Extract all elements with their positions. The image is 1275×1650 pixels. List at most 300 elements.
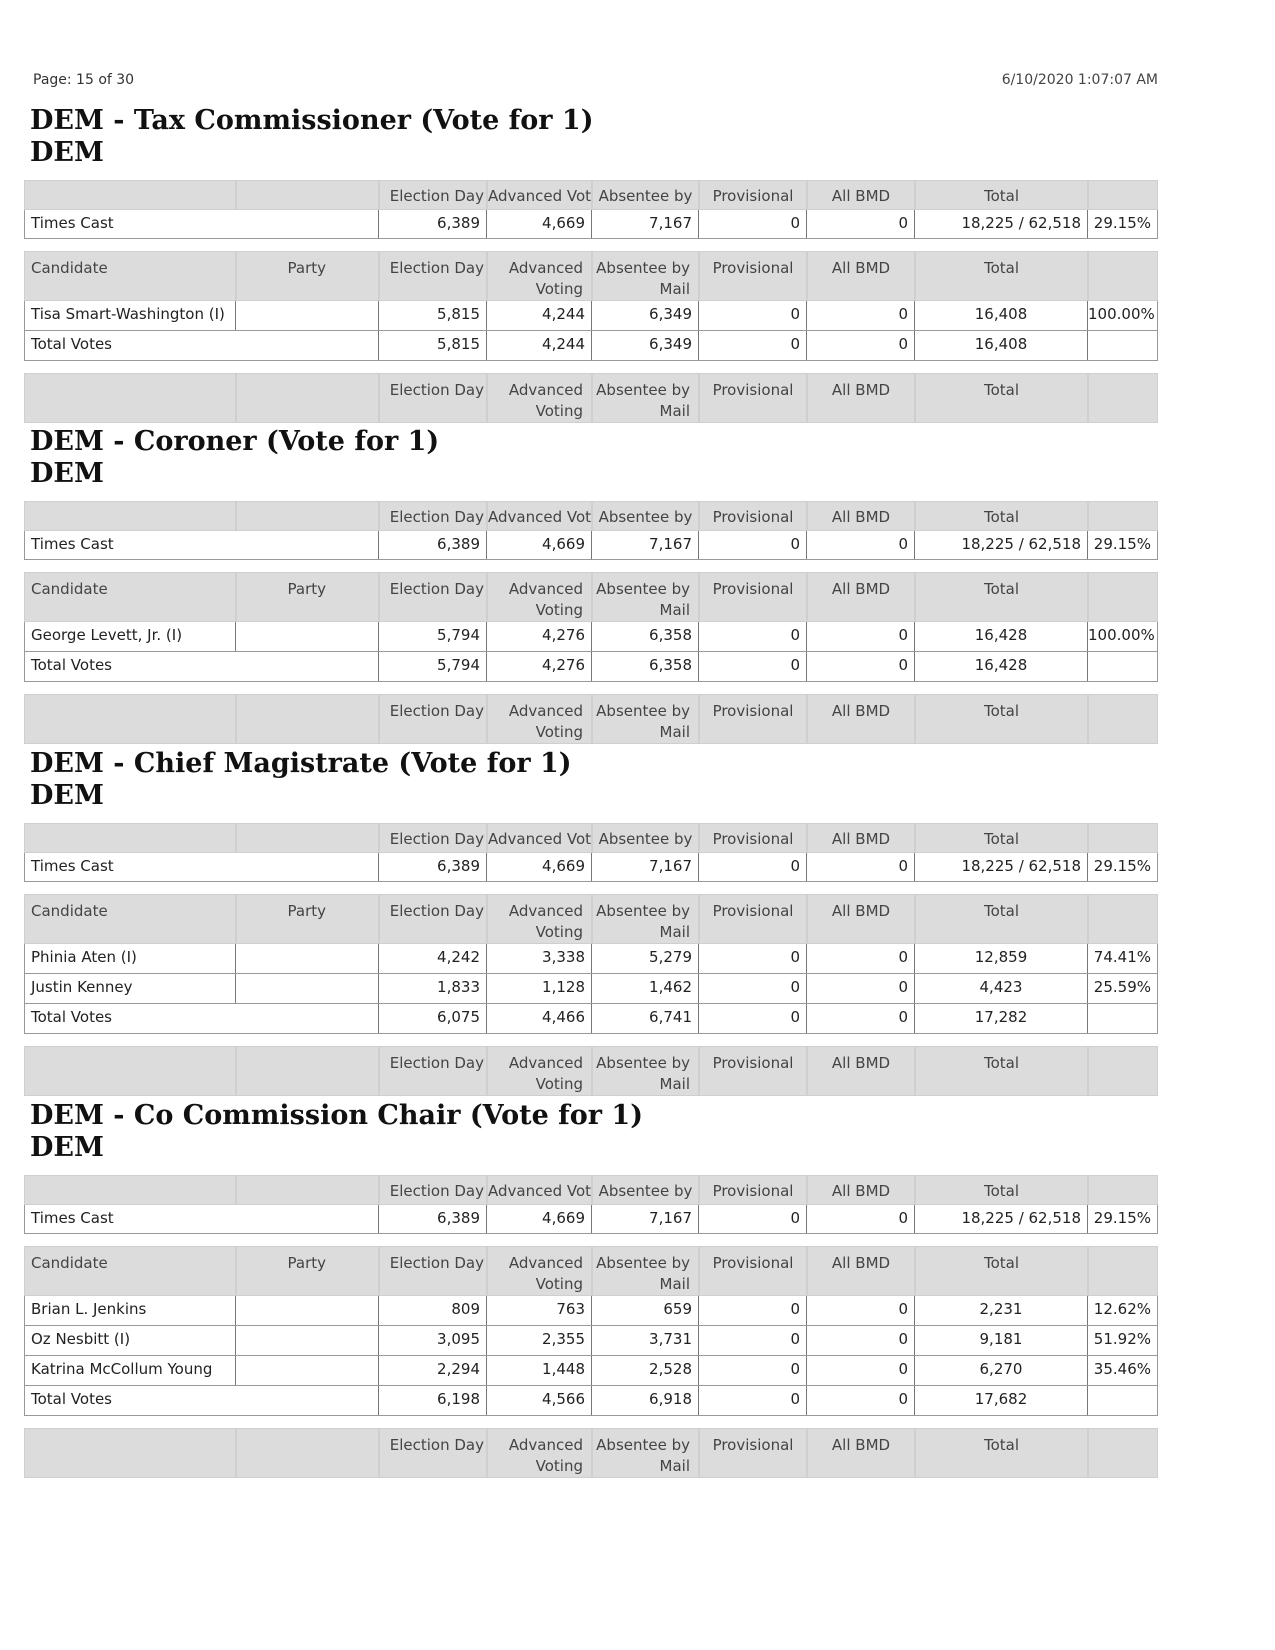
candidate-party (236, 1296, 379, 1325)
candidate-percent: 51.92% (1088, 1326, 1158, 1355)
times-cast-advanced: 4,669 (487, 1205, 592, 1233)
cand-header-prov: Provisional (699, 894, 807, 944)
cand-header-party: Party (236, 251, 379, 301)
mail-label: Mail (659, 601, 690, 619)
tc-header-party (236, 823, 379, 853)
tc-header-party (236, 501, 379, 531)
advanced-label: Advanced (508, 1254, 583, 1272)
cand-header-ed: Election Day (379, 251, 487, 301)
tc-header-abs: Absentee by (592, 501, 699, 531)
advanced-label: Advanced (508, 381, 583, 399)
footer-header-prov: Provisional (699, 1428, 807, 1478)
race-section (24, 748, 1158, 1096)
spacer (24, 560, 1158, 572)
cand-header-total: Total (915, 894, 1088, 944)
times-cast-provisional: 0 (699, 1205, 807, 1233)
cand-header-abs (592, 1246, 699, 1296)
total-votes-percent (1088, 652, 1158, 681)
footer-header-name (24, 694, 236, 744)
cand-header-bmd: All BMD (807, 251, 915, 301)
advanced-label: Advanced (508, 1436, 583, 1454)
candidate-row (24, 1326, 1158, 1356)
candidate-all-bmd: 0 (807, 1326, 915, 1355)
cand-header-adv (487, 572, 592, 622)
cand-header-ed: Election Day (379, 894, 487, 944)
times-cast-election-day: 6,389 (379, 531, 487, 559)
candidate-all-bmd: 0 (807, 622, 915, 651)
candidate-name: Justin Kenney (24, 974, 236, 1003)
tc-header-party (236, 180, 379, 210)
voting-label: Voting (535, 923, 583, 941)
race-title (24, 748, 1158, 812)
times-cast-election-day: 6,389 (379, 210, 487, 238)
cand-header-ed: Election Day (379, 572, 487, 622)
times-cast-percent: 29.15% (1088, 210, 1158, 238)
total-votes-total: 16,428 (915, 652, 1088, 681)
candidate-all-bmd: 0 (807, 1296, 915, 1325)
absentee-by-label: Absentee by (596, 1254, 690, 1272)
total-votes-provisional: 0 (699, 652, 807, 681)
total-votes-row (24, 652, 1158, 682)
candidate-all-bmd: 0 (807, 944, 915, 973)
voting-label: Voting (535, 1075, 583, 1093)
candidate-name: Tisa Smart-Washington (I) (24, 301, 236, 330)
candidate-total: 2,231 (915, 1296, 1088, 1325)
total-votes-election-day: 6,075 (379, 1004, 487, 1033)
tc-header-abs: Absentee by (592, 1175, 699, 1205)
candidate-percent: 74.41% (1088, 944, 1158, 973)
footer-header-ed: Election Day (379, 1428, 487, 1478)
total-votes-percent (1088, 1004, 1158, 1033)
tc-header-adv: Advanced Vot (487, 501, 592, 531)
total-votes-absentee: 6,349 (592, 331, 699, 360)
footer-header-adv (487, 373, 592, 423)
mail-label: Mail (659, 723, 690, 741)
candidate-advanced: 763 (487, 1296, 592, 1325)
candidate-election-day: 5,794 (379, 622, 487, 651)
total-votes-percent (1088, 1386, 1158, 1415)
footer-header-total: Total (915, 1428, 1088, 1478)
footer-header (24, 1428, 1158, 1478)
times-cast-advanced: 4,669 (487, 853, 592, 881)
footer-header-name (24, 1046, 236, 1096)
candidate-name: Phinia Aten (I) (24, 944, 236, 973)
total-votes-percent (1088, 331, 1158, 360)
footer-header-ed: Election Day (379, 694, 487, 744)
candidate-election-day: 809 (379, 1296, 487, 1325)
tc-header-ed: Election Day (379, 501, 487, 531)
times-cast-header (24, 501, 1158, 531)
tc-header-bmd: All BMD (807, 1175, 915, 1205)
total-votes-election-day: 5,815 (379, 331, 487, 360)
candidate-total: 6,270 (915, 1356, 1088, 1385)
race-title-line: DEM - Tax Commissioner (Vote for 1) (30, 105, 594, 136)
tc-header-total: Total (915, 823, 1088, 853)
total-votes-election-day: 5,794 (379, 652, 487, 681)
times-cast-all-bmd: 0 (807, 210, 915, 238)
cand-header-total: Total (915, 1246, 1088, 1296)
candidate-party (236, 622, 379, 651)
total-votes-advanced: 4,466 (487, 1004, 592, 1033)
tc-header-abs: Absentee by (592, 823, 699, 853)
race-party-line: DEM (30, 1132, 104, 1163)
spacer (24, 239, 1158, 251)
candidate-row (24, 622, 1158, 652)
times-cast-total: 18,225 / 62,518 (915, 210, 1088, 238)
candidate-party (236, 1326, 379, 1355)
candidate-percent: 25.59% (1088, 974, 1158, 1003)
absentee-by-label: Absentee by (596, 259, 690, 277)
cand-header-party: Party (236, 894, 379, 944)
cand-header-name: Candidate (24, 251, 236, 301)
cand-header-prov: Provisional (699, 572, 807, 622)
race-party-line: DEM (30, 458, 104, 489)
times-cast-absentee: 7,167 (592, 853, 699, 881)
tc-header-total: Total (915, 180, 1088, 210)
spacer (24, 1416, 1158, 1428)
total-votes-total: 16,408 (915, 331, 1088, 360)
mail-label: Mail (659, 1457, 690, 1475)
total-votes-total: 17,282 (915, 1004, 1088, 1033)
tc-header-prov: Provisional (699, 823, 807, 853)
candidate-row (24, 1356, 1158, 1386)
total-votes-advanced: 4,244 (487, 331, 592, 360)
race-title (24, 105, 1158, 169)
absentee-by-label: Absentee by (596, 381, 690, 399)
footer-header-total: Total (915, 694, 1088, 744)
tc-header-prov: Provisional (699, 501, 807, 531)
candidate-election-day: 5,815 (379, 301, 487, 330)
candidate-header (24, 1246, 1158, 1296)
candidate-row (24, 944, 1158, 974)
total-votes-all-bmd: 0 (807, 652, 915, 681)
report-timestamp: 6/10/2020 1:07:07 AM (1001, 72, 1158, 88)
times-cast-election-day: 6,389 (379, 853, 487, 881)
race-party-line: DEM (30, 137, 104, 168)
times-cast-row (24, 853, 1158, 882)
candidate-total: 16,408 (915, 301, 1088, 330)
spacer (24, 361, 1158, 373)
spacer (24, 1234, 1158, 1246)
candidate-name: Oz Nesbitt (I) (24, 1326, 236, 1355)
cand-header-abs (592, 572, 699, 622)
times-cast-total: 18,225 / 62,518 (915, 1205, 1088, 1233)
cand-header-pct (1088, 572, 1158, 622)
times-cast-label: Times Cast (24, 1205, 379, 1233)
footer-header (24, 694, 1158, 744)
mail-label: Mail (659, 402, 690, 420)
times-cast-label: Times Cast (24, 531, 379, 559)
times-cast-all-bmd: 0 (807, 1205, 915, 1233)
cand-header-bmd: All BMD (807, 894, 915, 944)
total-votes-row (24, 331, 1158, 361)
footer-header-party (236, 694, 379, 744)
candidate-row (24, 301, 1158, 331)
page-header (33, 72, 1158, 92)
candidate-provisional: 0 (699, 622, 807, 651)
candidate-total: 12,859 (915, 944, 1088, 973)
times-cast-total: 18,225 / 62,518 (915, 853, 1088, 881)
voting-label: Voting (535, 402, 583, 420)
cand-header-party: Party (236, 1246, 379, 1296)
total-votes-absentee: 6,358 (592, 652, 699, 681)
candidate-all-bmd: 0 (807, 974, 915, 1003)
candidate-name: George Levett, Jr. (I) (24, 622, 236, 651)
advanced-label: Advanced (508, 702, 583, 720)
candidate-provisional: 0 (699, 944, 807, 973)
footer-header-adv (487, 694, 592, 744)
cand-header-pct (1088, 251, 1158, 301)
advanced-label: Advanced (508, 902, 583, 920)
footer-header-abs (592, 694, 699, 744)
advanced-label: Advanced (508, 580, 583, 598)
footer-header-pct (1088, 694, 1158, 744)
tc-header-pct (1088, 1175, 1158, 1205)
footer-header (24, 373, 1158, 423)
footer-header-ed: Election Day (379, 373, 487, 423)
candidate-advanced: 4,244 (487, 301, 592, 330)
times-cast-provisional: 0 (699, 853, 807, 881)
total-votes-advanced: 4,566 (487, 1386, 592, 1415)
tc-header-pct (1088, 501, 1158, 531)
footer-header-party (236, 1046, 379, 1096)
cand-header-prov: Provisional (699, 1246, 807, 1296)
cand-header-name: Candidate (24, 1246, 236, 1296)
candidate-election-day: 3,095 (379, 1326, 487, 1355)
tc-header-abs: Absentee by (592, 180, 699, 210)
times-cast-advanced: 4,669 (487, 210, 592, 238)
total-votes-all-bmd: 0 (807, 331, 915, 360)
cand-header-prov: Provisional (699, 251, 807, 301)
candidate-election-day: 2,294 (379, 1356, 487, 1385)
tc-header-bmd: All BMD (807, 501, 915, 531)
footer-header-name (24, 1428, 236, 1478)
mail-label: Mail (659, 923, 690, 941)
candidate-percent: 35.46% (1088, 1356, 1158, 1385)
tc-header-adv: Advanced Vot (487, 1175, 592, 1205)
times-cast-election-day: 6,389 (379, 1205, 487, 1233)
cand-header-adv (487, 1246, 592, 1296)
cand-header-abs (592, 251, 699, 301)
total-votes-row (24, 1004, 1158, 1034)
spacer (24, 1034, 1158, 1046)
results-table (24, 823, 1158, 1096)
voting-label: Voting (535, 723, 583, 741)
tc-header-bmd: All BMD (807, 180, 915, 210)
candidate-party (236, 944, 379, 973)
footer-header-prov: Provisional (699, 1046, 807, 1096)
candidate-row (24, 974, 1158, 1004)
mail-label: Mail (659, 1275, 690, 1293)
times-cast-percent: 29.15% (1088, 853, 1158, 881)
total-votes-label: Total Votes (24, 1386, 379, 1415)
candidate-absentee: 5,279 (592, 944, 699, 973)
times-cast-percent: 29.15% (1088, 531, 1158, 559)
candidate-absentee: 6,358 (592, 622, 699, 651)
footer-header-bmd: All BMD (807, 1428, 915, 1478)
tc-header-ed: Election Day (379, 823, 487, 853)
race-section (24, 1100, 1158, 1478)
candidate-party (236, 301, 379, 330)
tc-header-party (236, 1175, 379, 1205)
total-votes-total: 17,682 (915, 1386, 1088, 1415)
total-votes-absentee: 6,918 (592, 1386, 699, 1415)
candidate-provisional: 0 (699, 301, 807, 330)
advanced-label: Advanced (508, 1054, 583, 1072)
race-title-line: DEM - Coroner (Vote for 1) (30, 426, 440, 457)
candidate-total: 9,181 (915, 1326, 1088, 1355)
tc-header-total: Total (915, 1175, 1088, 1205)
footer-header-total: Total (915, 373, 1088, 423)
spacer (24, 682, 1158, 694)
footer-header-party (236, 373, 379, 423)
total-votes-provisional: 0 (699, 331, 807, 360)
times-cast-row (24, 1205, 1158, 1234)
total-votes-all-bmd: 0 (807, 1386, 915, 1415)
candidate-absentee: 6,349 (592, 301, 699, 330)
tc-header-name (24, 1175, 236, 1205)
results-table (24, 501, 1158, 744)
footer-header-total: Total (915, 1046, 1088, 1096)
voting-label: Voting (535, 1457, 583, 1475)
candidate-header (24, 572, 1158, 622)
times-cast-total: 18,225 / 62,518 (915, 531, 1088, 559)
absentee-by-label: Absentee by (596, 702, 690, 720)
times-cast-header (24, 823, 1158, 853)
times-cast-all-bmd: 0 (807, 853, 915, 881)
candidate-election-day: 1,833 (379, 974, 487, 1003)
candidate-percent: 12.62% (1088, 1296, 1158, 1325)
times-cast-percent: 29.15% (1088, 1205, 1158, 1233)
candidate-absentee: 1,462 (592, 974, 699, 1003)
cand-header-abs (592, 894, 699, 944)
candidate-all-bmd: 0 (807, 301, 915, 330)
footer-header-adv (487, 1428, 592, 1478)
candidate-provisional: 0 (699, 974, 807, 1003)
footer-header-adv (487, 1046, 592, 1096)
times-cast-absentee: 7,167 (592, 1205, 699, 1233)
race-title-line: DEM - Chief Magistrate (Vote for 1) (30, 748, 572, 779)
total-votes-row (24, 1386, 1158, 1416)
cand-header-name: Candidate (24, 572, 236, 622)
footer-header-abs (592, 1428, 699, 1478)
times-cast-advanced: 4,669 (487, 531, 592, 559)
times-cast-label: Times Cast (24, 210, 379, 238)
footer-header-bmd: All BMD (807, 373, 915, 423)
cand-header-pct (1088, 894, 1158, 944)
total-votes-all-bmd: 0 (807, 1004, 915, 1033)
tc-header-ed: Election Day (379, 180, 487, 210)
candidate-provisional: 0 (699, 1356, 807, 1385)
candidate-name: Katrina McCollum Young (24, 1356, 236, 1385)
footer-header-bmd: All BMD (807, 694, 915, 744)
candidate-percent: 100.00% (1088, 301, 1158, 330)
times-cast-label: Times Cast (24, 853, 379, 881)
candidate-total: 4,423 (915, 974, 1088, 1003)
total-votes-label: Total Votes (24, 1004, 379, 1033)
absentee-by-label: Absentee by (596, 1436, 690, 1454)
candidate-name: Brian L. Jenkins (24, 1296, 236, 1325)
candidate-total: 16,428 (915, 622, 1088, 651)
candidate-advanced: 1,448 (487, 1356, 592, 1385)
candidate-provisional: 0 (699, 1296, 807, 1325)
times-cast-header (24, 1175, 1158, 1205)
cand-header-total: Total (915, 251, 1088, 301)
tc-header-pct (1088, 180, 1158, 210)
tc-header-ed: Election Day (379, 1175, 487, 1205)
tc-header-name (24, 180, 236, 210)
times-cast-row (24, 531, 1158, 560)
footer-header-pct (1088, 373, 1158, 423)
cand-header-adv (487, 894, 592, 944)
tc-header-bmd: All BMD (807, 823, 915, 853)
times-cast-absentee: 7,167 (592, 210, 699, 238)
total-votes-label: Total Votes (24, 331, 379, 360)
results-table (24, 1175, 1158, 1478)
footer-header (24, 1046, 1158, 1096)
candidate-row (24, 1296, 1158, 1326)
tc-header-pct (1088, 823, 1158, 853)
absentee-by-label: Absentee by (596, 902, 690, 920)
total-votes-election-day: 6,198 (379, 1386, 487, 1415)
candidate-party (236, 974, 379, 1003)
page-number: Page: 15 of 30 (33, 72, 135, 88)
footer-header-party (236, 1428, 379, 1478)
candidate-advanced: 2,355 (487, 1326, 592, 1355)
tc-header-prov: Provisional (699, 1175, 807, 1205)
candidate-header (24, 894, 1158, 944)
tc-header-total: Total (915, 501, 1088, 531)
cand-header-party: Party (236, 572, 379, 622)
race-section (24, 105, 1158, 423)
candidate-header (24, 251, 1158, 301)
footer-header-abs (592, 373, 699, 423)
race-title (24, 426, 1158, 490)
race-party-line: DEM (30, 780, 104, 811)
voting-label: Voting (535, 601, 583, 619)
absentee-by-label: Absentee by (596, 580, 690, 598)
total-votes-label: Total Votes (24, 652, 379, 681)
times-cast-header (24, 180, 1158, 210)
candidate-absentee: 659 (592, 1296, 699, 1325)
footer-header-prov: Provisional (699, 373, 807, 423)
footer-header-ed: Election Day (379, 1046, 487, 1096)
advanced-label: Advanced (508, 259, 583, 277)
footer-header-pct (1088, 1046, 1158, 1096)
total-votes-absentee: 6,741 (592, 1004, 699, 1033)
mail-label: Mail (659, 1075, 690, 1093)
times-cast-all-bmd: 0 (807, 531, 915, 559)
tc-header-name (24, 501, 236, 531)
cand-header-adv (487, 251, 592, 301)
tc-header-name (24, 823, 236, 853)
total-votes-provisional: 0 (699, 1386, 807, 1415)
times-cast-provisional: 0 (699, 531, 807, 559)
spacer (24, 882, 1158, 894)
total-votes-advanced: 4,276 (487, 652, 592, 681)
times-cast-provisional: 0 (699, 210, 807, 238)
candidate-provisional: 0 (699, 1326, 807, 1355)
candidate-all-bmd: 0 (807, 1356, 915, 1385)
results-table (24, 180, 1158, 423)
cand-header-bmd: All BMD (807, 572, 915, 622)
footer-header-name (24, 373, 236, 423)
footer-header-bmd: All BMD (807, 1046, 915, 1096)
total-votes-provisional: 0 (699, 1004, 807, 1033)
footer-header-pct (1088, 1428, 1158, 1478)
tc-header-adv: Advanced Vot (487, 180, 592, 210)
footer-header-prov: Provisional (699, 694, 807, 744)
